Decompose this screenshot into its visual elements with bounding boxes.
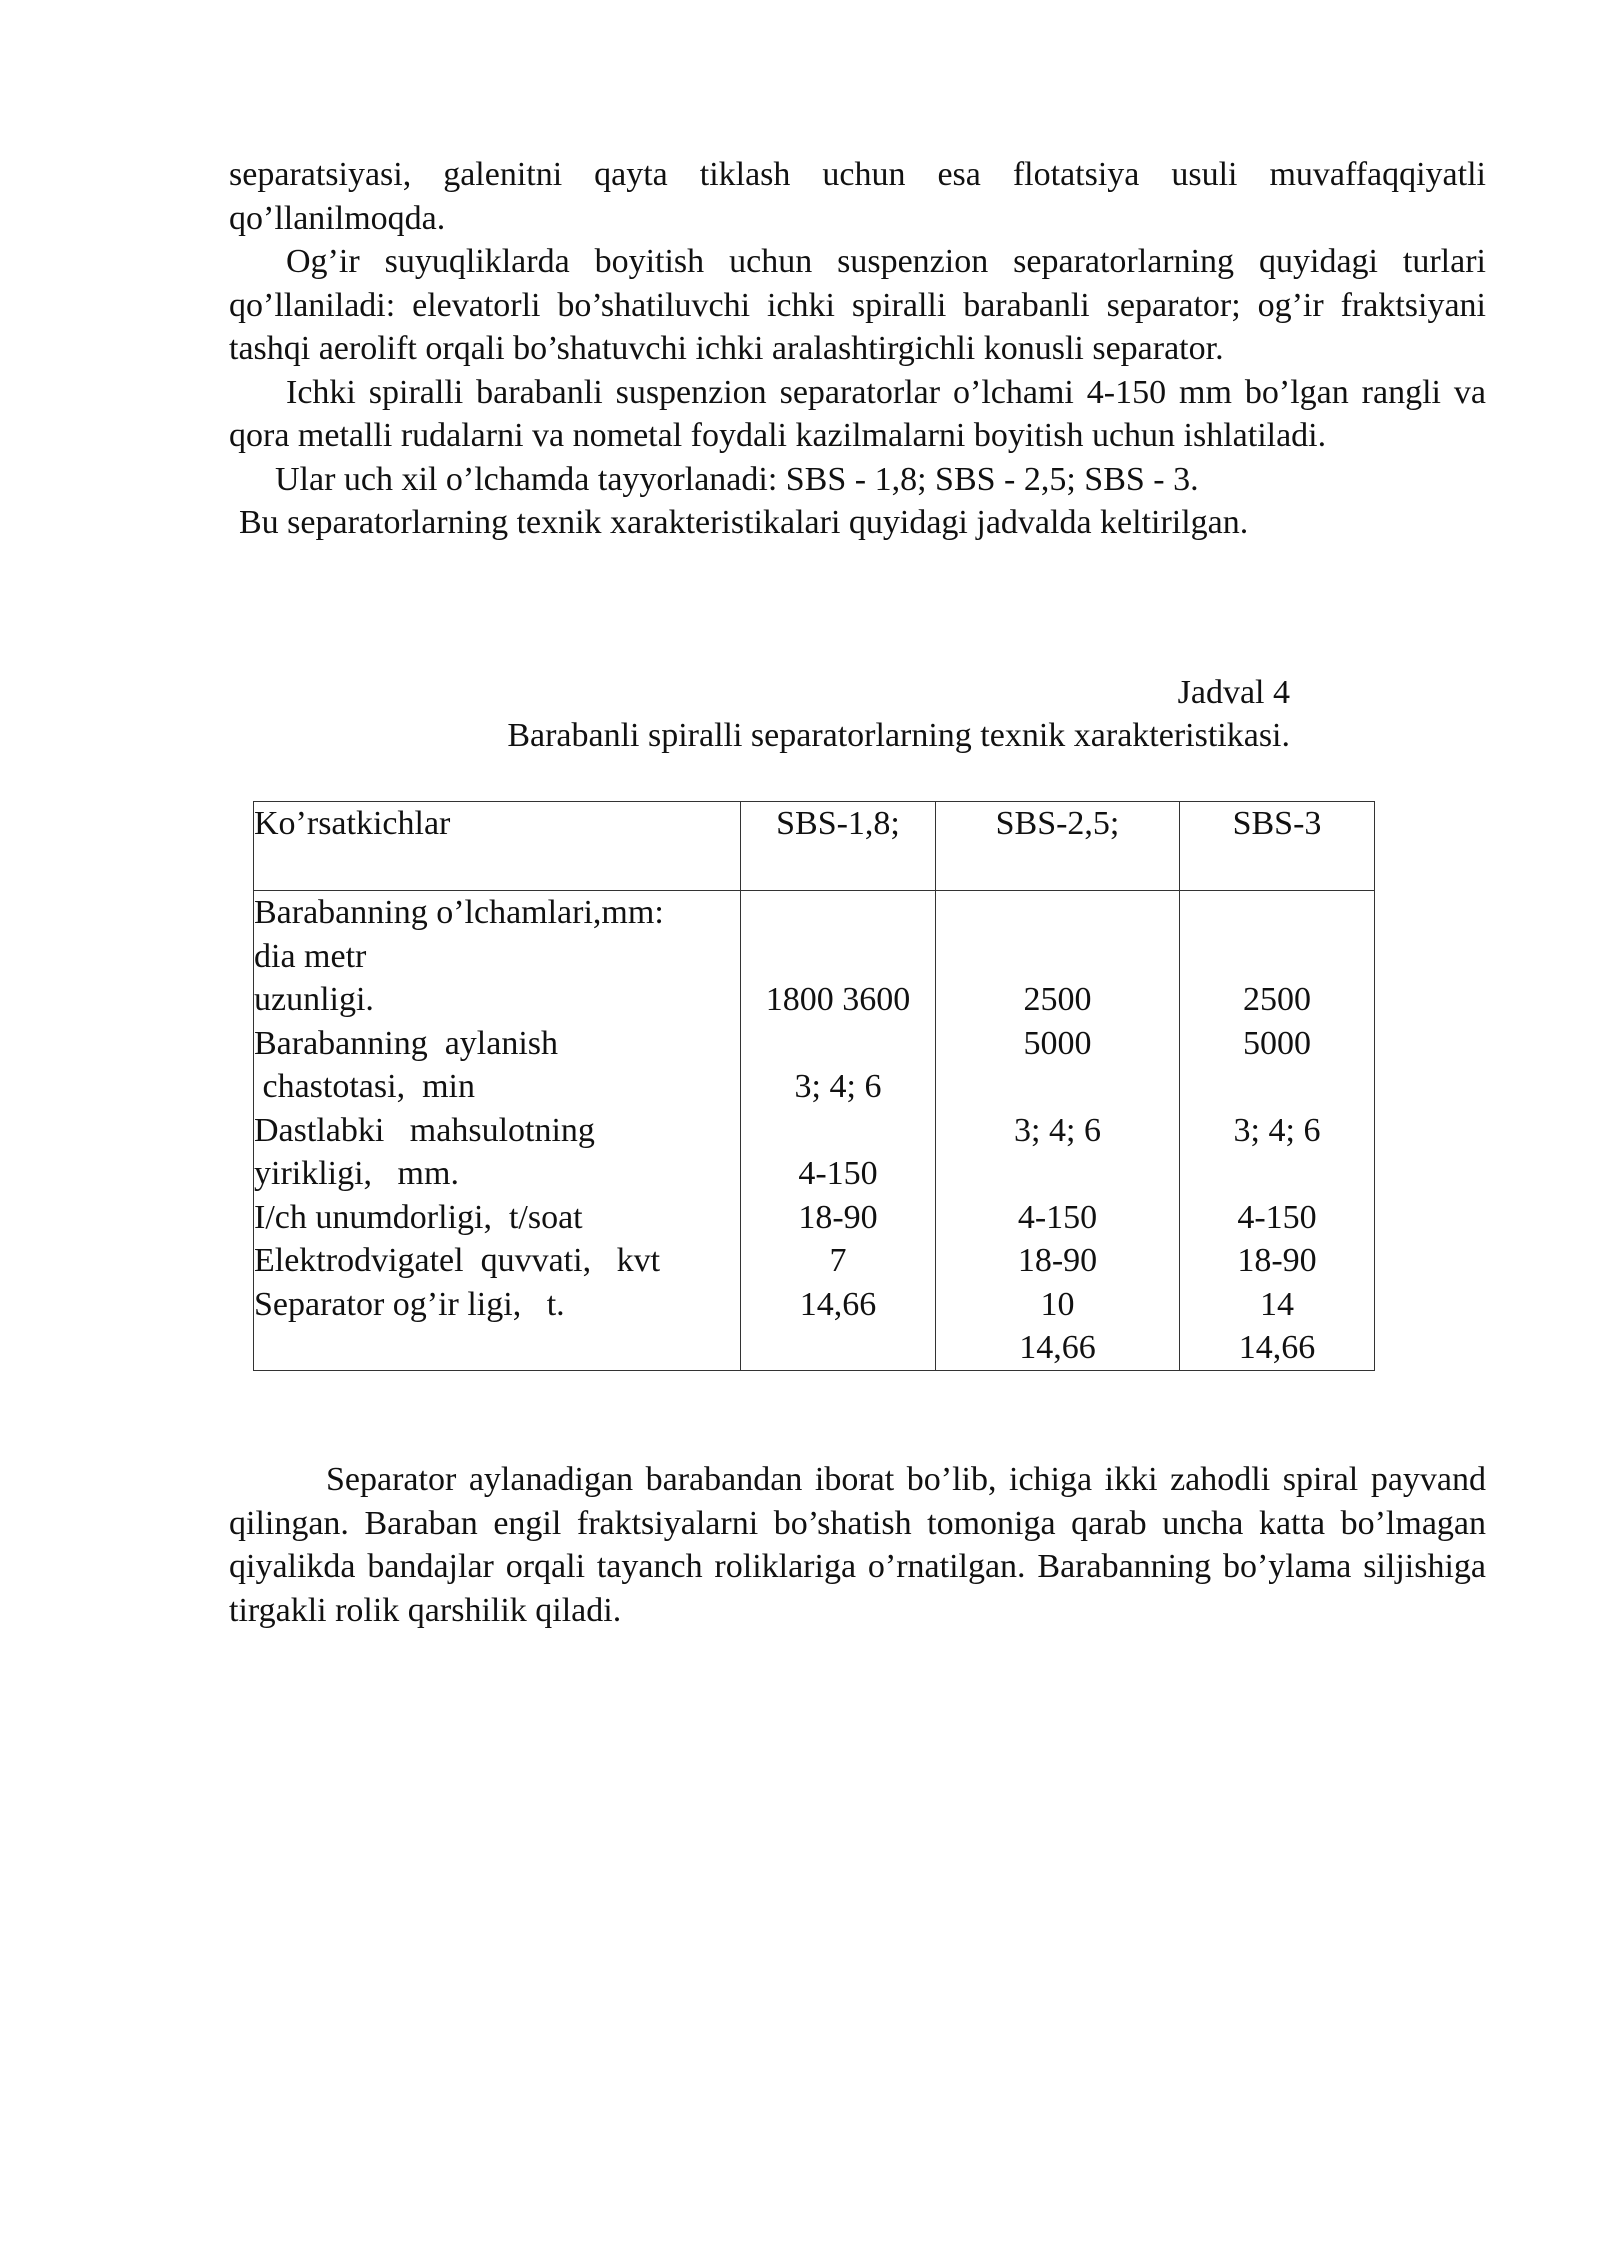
indicator-line: Barabanning aylanish — [254, 1024, 559, 1062]
value-line: 4-150 — [1017, 1198, 1098, 1236]
intro-paragraph-1: separatsiyasi, galenitni qayta tiklash uchun esa flotatsiya usuli muvaffaqqiyatli qo’llanilmoqda. — [229, 156, 1486, 237]
header-cell: SBS-3 — [1180, 802, 1375, 891]
value-line: 2500 — [1023, 981, 1092, 1018]
value-line: 1800 3600 — [765, 981, 911, 1018]
value-line: 3; 4; 6 — [794, 1068, 882, 1105]
indicator-line: dia metr — [254, 937, 367, 975]
spec-table — [253, 801, 1375, 1371]
header-cell: Ko’rsatkichlar — [254, 802, 741, 891]
table-row — [254, 891, 1375, 1371]
value-line: 14 — [1260, 1285, 1294, 1323]
indicator-line: Barabanning o’lchamlari,mm: — [254, 894, 664, 931]
value-line — [741, 1022, 935, 1066]
indicators-cell — [254, 891, 741, 1371]
table-header-row — [254, 802, 1375, 891]
header-cell: SBS-2,5; — [936, 802, 1180, 891]
value-line — [1180, 1065, 1374, 1109]
value-line: 2500 — [1243, 981, 1311, 1018]
intro-paragraph-3: Ichki spiralli barabanli suspenzion separatorlar o’lchami 4-150 mm bo’lgan rangli va qora metalli rudalarni va nometal foydali kazilmalarni boyitish uchun ishlatiladi. — [229, 373, 1486, 454]
value-line: 14,66 — [1238, 1329, 1316, 1366]
outro-paragraph-1: Separator aylanadigan barabandan iborat bo’lib, ichiga ikki zahodli spiral payvand qilingan. Baraban engil fraktsiyalarni bo’shatish tomoniga qarab uncha katta bo’lmagan qiyalikda bandajlar orqali tayanch roliklariga o’rnatilgan. Barabanning bo’ylama siljishiga tirgakli rolik qarshilik qiladi. — [229, 1461, 1486, 1629]
sbs-1-8-cell — [741, 891, 936, 1371]
table-title: Barabanli spiralli separatorlarning texnik xarakteristikasi. — [507, 717, 1290, 754]
intro-paragraph-5: Bu separatorlarning texnik xarakteristikalari quyidagi jadvalda keltirilgan. — [239, 504, 1249, 541]
value-line — [936, 1065, 1179, 1109]
value-line — [741, 1109, 935, 1153]
value-line — [741, 935, 935, 979]
indicator-line: yirikligi, mm. — [254, 1155, 459, 1192]
value-line — [1180, 1152, 1374, 1196]
value-line — [1180, 935, 1374, 979]
table-number: Jadval 4 — [1177, 674, 1290, 711]
sbs-3-cell — [1180, 891, 1375, 1371]
indicator-line: Dastlabki mahsulotning — [254, 1111, 595, 1149]
value-line: 18-90 — [798, 1198, 878, 1236]
value-line: 14,66 — [799, 1285, 877, 1323]
value-line: 4-150 — [798, 1155, 878, 1192]
value-line: 3; 4; 6 — [1014, 1111, 1101, 1149]
value-line: 14,66 — [1019, 1329, 1096, 1366]
sbs-2-5-cell — [936, 891, 1180, 1371]
value-line — [936, 891, 1179, 935]
value-line — [741, 891, 935, 935]
indicator-line: Elektrodvigatel quvvati, kvt — [254, 1242, 661, 1279]
value-line: 5000 — [1243, 1024, 1311, 1062]
value-line: 10 — [1040, 1285, 1075, 1323]
intro-paragraph-4: Ular uch xil o’lchamda tayyorlanadi: SBS - 1,8; SBS - 2,5; SBS - 3. — [275, 460, 1199, 498]
header-cell: SBS-1,8; — [741, 802, 936, 891]
outro-text — [229, 1458, 1486, 1632]
indicator-line: I/ch unumdorligi, t/soat — [254, 1198, 583, 1236]
value-line: 3; 4; 6 — [1233, 1111, 1321, 1149]
value-line: 4-150 — [1237, 1198, 1317, 1236]
value-line: 18-90 — [1017, 1242, 1098, 1279]
value-line — [936, 1152, 1179, 1196]
value-line: 7 — [829, 1242, 847, 1279]
value-line — [936, 935, 1179, 979]
value-line: 5000 — [1023, 1024, 1092, 1062]
indicator-line: uzunligi. — [254, 981, 374, 1018]
value-line — [1180, 891, 1374, 935]
intro-text — [229, 153, 1486, 545]
indicator-line: Separator og’ir ligi, t. — [254, 1285, 565, 1323]
intro-paragraph-2: Og’ir suyuqliklarda boyitish uchun suspenzion separatorlarning quyidagi turlari qo’llaniladi: elevatorli bo’shatiluvchi ichki spiralli barabanli separator; og’ir fraktsiyani tashqi aerolift orqali bo’shatuvchi ichki aralashtirgichli konusli separator. — [229, 243, 1486, 367]
value-line: 18-90 — [1237, 1242, 1317, 1279]
indicator-line: chastotasi, min — [254, 1068, 475, 1105]
